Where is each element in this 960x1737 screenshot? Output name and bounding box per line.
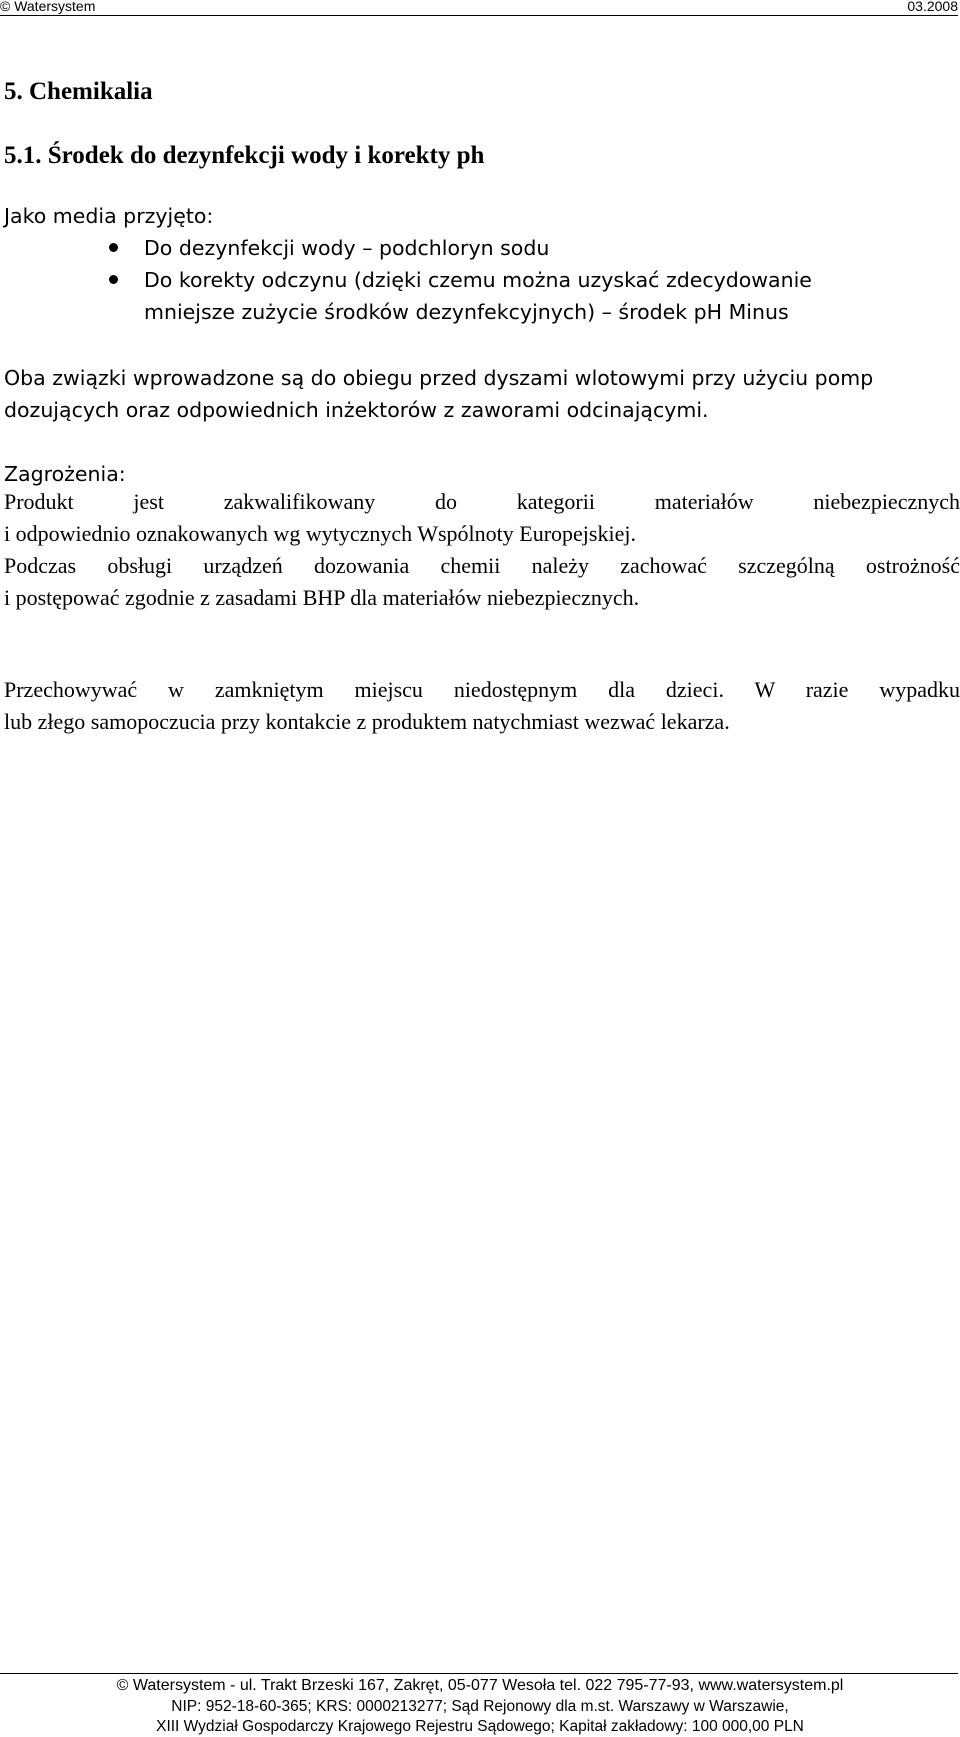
footer-address: © Watersystem - ul. Trakt Brzeski 167, Zakręt, 05-077 Wesoła tel. 022 795-77-93, www.watersystem.pl — [116, 1677, 844, 1694]
header-copyright: © Watersystem — [0, 0, 96, 14]
list-item — [4, 232, 844, 264]
bullet-icon — [109, 243, 118, 252]
intro-text: Jako media przyjęto: — [4, 204, 214, 228]
section-title: 5. Chemikalia — [4, 78, 153, 105]
page-header — [0, 0, 958, 16]
list-item-text: Do korekty odczynu (dzięki czemu można uzyskać zdecydowanie mniejsze zużycie środków dezynfekcyjnych) – środek pH Minus — [144, 268, 812, 324]
paragraph-line: i postępować zgodnie z zasadami BHP dla materiałów niebezpiecznych. — [4, 585, 640, 610]
paragraph-line: i odpowiednio oznakowanych wg wytycznych Wspólnoty Europejskiej. — [4, 521, 636, 546]
injection-paragraph: Oba związki wprowadzone są do obiegu przed dyszami wlotowymi przy użyciu pomp dozujących oraz odpowiednich inżektorów z zaworami odcinającymi. — [4, 366, 874, 422]
footer-capital: XIII Wydział Gospodarczy Krajowego Rejestru Sądowego; Kapitał zakładowy: 100 000,00 PLN — [156, 1718, 804, 1735]
media-list — [4, 232, 844, 328]
hazards-paragraph-1 — [4, 486, 960, 550]
list-item — [4, 264, 844, 328]
subsection-title: 5.1. Środek do dezynfekcji wody i korekty ph — [4, 142, 485, 169]
hazards-heading: Zagrożenia: — [4, 462, 126, 486]
list-item-text: Do dezynfekcji wody – podchloryn sodu — [144, 236, 550, 260]
hazards-paragraph-3 — [4, 674, 960, 738]
bullet-icon — [109, 275, 118, 284]
footer-divider — [0, 1673, 958, 1674]
hazards-paragraph-2 — [4, 550, 960, 614]
paragraph-line: lub złego samopoczucia przy kontakcie z produktem natychmiast wezwać lekarza. — [4, 709, 730, 734]
paragraph-line: Produkt jest zakwalifikowany do kategorii materiałów niebezpiecznych — [4, 489, 960, 514]
footer-registration: NIP: 952-18-60-365; KRS: 0000213277; Sąd Rejonowy dla m.st. Warszawy w Warszawie, — [171, 1698, 789, 1715]
paragraph-line: Przechowywać w zamkniętym miejscu niedostępnym dla dzieci. W razie wypadku — [4, 677, 960, 702]
paragraph-line: Podczas obsługi urządzeń dozowania chemii należy zachować szczególną ostrożność — [4, 553, 960, 578]
header-date: 03.2008 — [907, 0, 958, 14]
